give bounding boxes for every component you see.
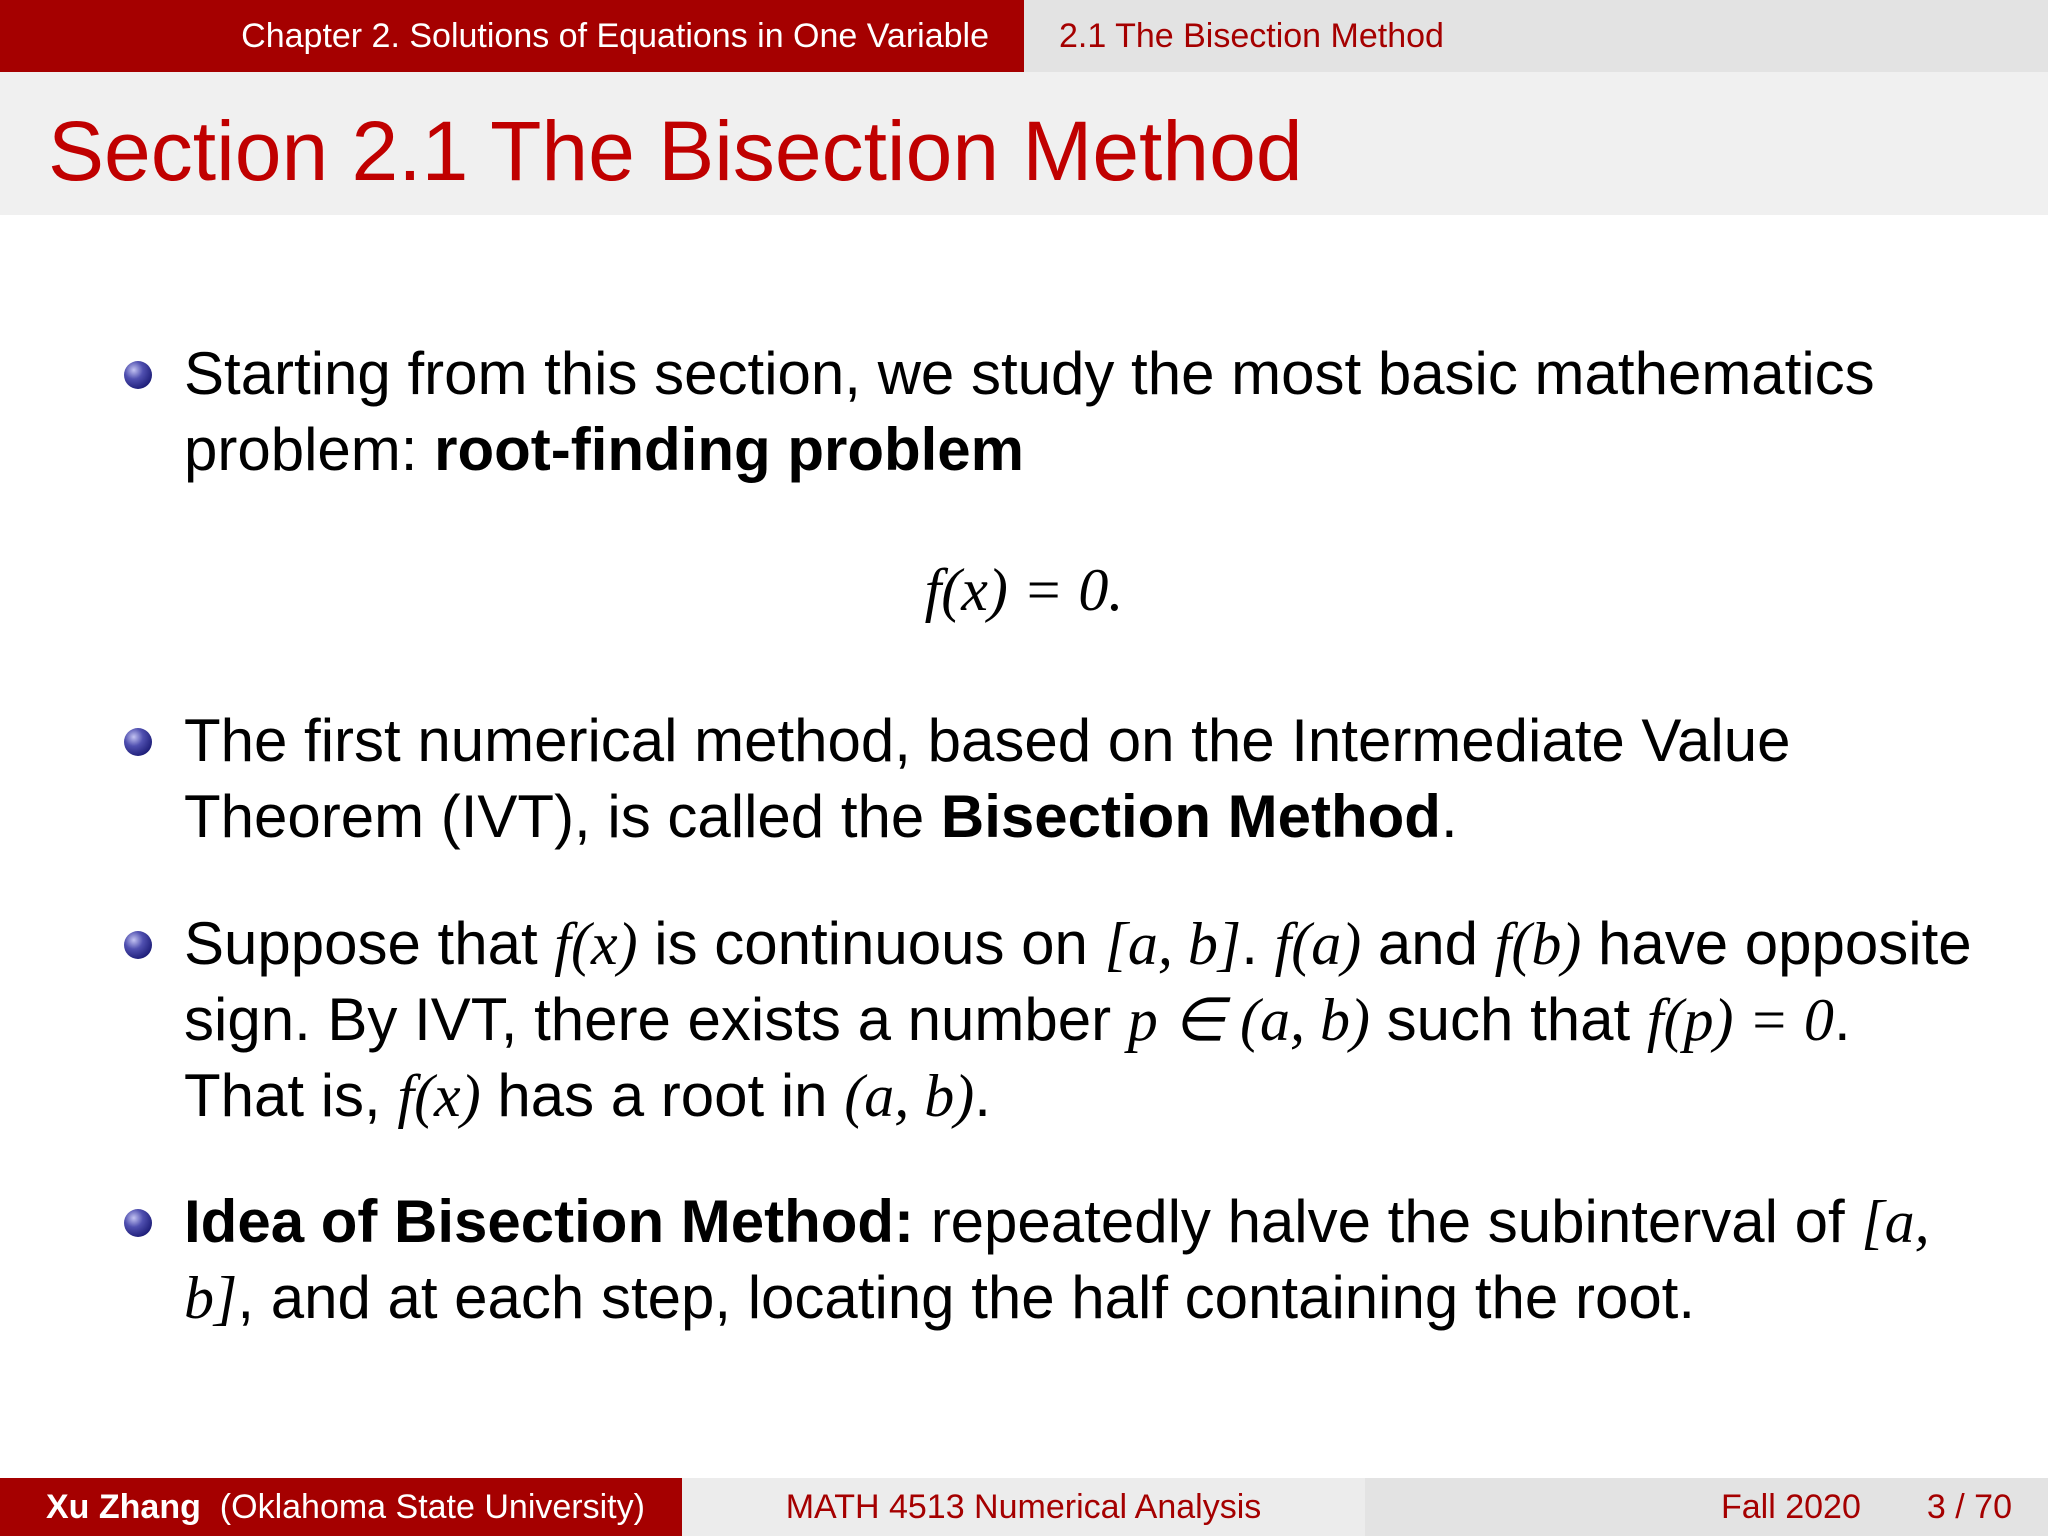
header-chapter[interactable]: Chapter 2. Solutions of Equations in One Variable [0, 0, 1024, 72]
text-segment: . That is, [184, 986, 1851, 1129]
math-expression: p ∈ (a, b) [1127, 987, 1370, 1053]
bullet-ball-icon [124, 931, 152, 959]
math-expression: f(p) = 0 [1646, 987, 1834, 1053]
footer-course: MATH 4513 Numerical Analysis [682, 1478, 1365, 1536]
bullet-text-bold: Bisection Method [940, 783, 1441, 850]
bullet-text-plain: repeatedly halve the subinterval of [914, 1188, 1862, 1255]
bullet-text [184, 906, 1974, 1134]
bullet-text-plain: , and at each step, locating the half containing the root. [237, 1264, 1696, 1331]
equation: f(x) = 0. [924, 557, 1124, 623]
bullet-text-plain: The first numerical method, based on the Intermediate Value Theorem (IVT), is called the [184, 707, 1791, 850]
text-segment: has a root in [480, 1062, 845, 1129]
title-band [0, 72, 2048, 215]
footer-author-block [0, 1478, 682, 1536]
bullet-text [184, 703, 1974, 855]
footer-affiliation: (Oklahoma State University) [219, 1488, 645, 1526]
bullet-ball-icon [124, 361, 152, 389]
page-number: 3 / 70 [1926, 1488, 2012, 1526]
math-expression: (a, b) [844, 1063, 975, 1129]
header-bar [0, 0, 2048, 72]
text-segment: such that [1369, 986, 1647, 1053]
footer-right-block [1365, 1478, 2048, 1536]
text-segment: . [974, 1062, 991, 1129]
math-expression: f(a) [1274, 911, 1362, 977]
text-segment: Suppose that [184, 910, 555, 977]
bullet-text [184, 336, 1974, 488]
slide-title: Section 2.1 The Bisection Method [48, 104, 1303, 198]
bullet-text-plain: Starting from this section, we study the most basic mathematics problem: [184, 340, 1875, 483]
bullet-text [184, 1184, 1974, 1336]
footer-bar [0, 1478, 2048, 1536]
math-expression: f(x) [554, 911, 638, 977]
display-equation [0, 552, 2048, 628]
math-expression: f(x) [397, 1063, 481, 1129]
bullet-ball-icon [124, 728, 152, 756]
bullet-text-bold: root-finding problem [434, 416, 1025, 483]
header-section[interactable]: 2.1 The Bisection Method [1059, 17, 1444, 55]
text-segment: and [1361, 910, 1495, 977]
text-segment: . [1241, 910, 1275, 977]
footer-author: Xu Zhang [46, 1488, 201, 1526]
math-expression: [a, b] [184, 1189, 1930, 1331]
text-segment: have opposite sign. By IVT, there exists a number [184, 910, 1972, 1053]
bullet-ball-icon [124, 1209, 152, 1237]
math-expression: f(b) [1494, 911, 1582, 977]
text-segment: is continuous on [637, 910, 1105, 977]
footer-term: Fall 2020 [1721, 1488, 1861, 1526]
math-expression: [a, b] [1104, 911, 1242, 977]
bullet-text-bold: Idea of Bisection Method: [184, 1188, 915, 1255]
bullet-text-plain: . [1440, 783, 1458, 850]
